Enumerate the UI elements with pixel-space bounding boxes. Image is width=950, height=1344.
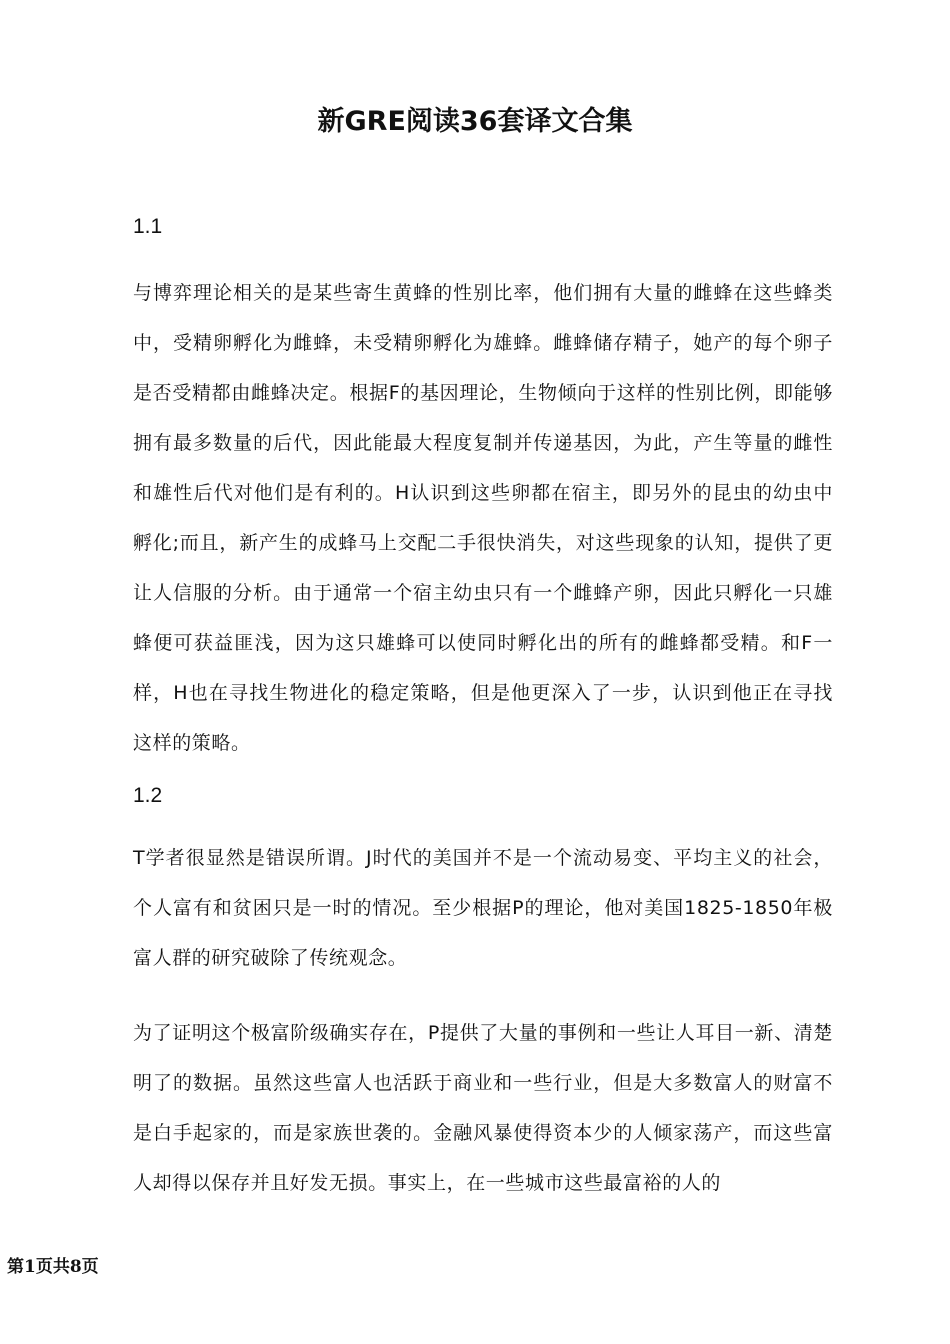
section-1-2-paragraph-2: 为了证明这个极富阶级确实存在，P提供了大量的事例和一些让人耳目一新、清楚明了的数据。虽然这些富人也活跃于商业和一些行业，但是大多数富人的财富不是白手起家的，而是家族世袭的。金融风暴使得资本少的人倾家荡产，而这些富人却得以保存并且好发无损。事实上，在一些城市这些最富裕的人的 [133, 1022, 833, 1194]
document-title: 新GRE阅读36套译文合集 [317, 106, 633, 137]
section-heading-1-1: 1.1 [133, 215, 163, 238]
page-footer: 第1页共8页 [7, 1257, 99, 1277]
section-1-1-paragraph: 与博弈理论相关的是某些寄生黄蜂的性别比率，他们拥有大量的雌蜂在这些蜂类中，受精卵孵化为雌蜂，未受精卵孵化为雄蜂。雌蜂储存精子，她产的每个卵子是否受精都由雌蜂决定。根据F的基因理论，生物倾向于这样的性别比例，即能够拥有最多数量的后代，因此能最大程度复制并传递基因，为此，产生等量的雌性和雄性后代对他们是有利的。H认识到这些卵都在宿主，即另外的昆虫的幼虫中孵化;而且，新产生的成蜂马上交配二手很快消失，对这些现象的认知，提供了更让人信服的分析。由于通常一个宿主幼虫只有一个雌蜂产卵，因此只孵化一只雄蜂便可获益匪浅，因为这只雄蜂可以使同时孵化出的所有的雌蜂都受精。和F一样，H也在寻找生物进化的稳定策略，但是他更深入了一步，认识到他正在寻找这样的策略。 [133, 282, 833, 754]
section-heading-1-2: 1.2 [133, 784, 163, 807]
section-1-2-paragraph-1: T学者很显然是错误所谓。J时代的美国并不是一个流动易变、平均主义的社会，个人富有和贫困只是一时的情况。至少根据P的理论，他对美国1825-1850年极富人群的研究破除了传统观念。 [133, 847, 833, 969]
